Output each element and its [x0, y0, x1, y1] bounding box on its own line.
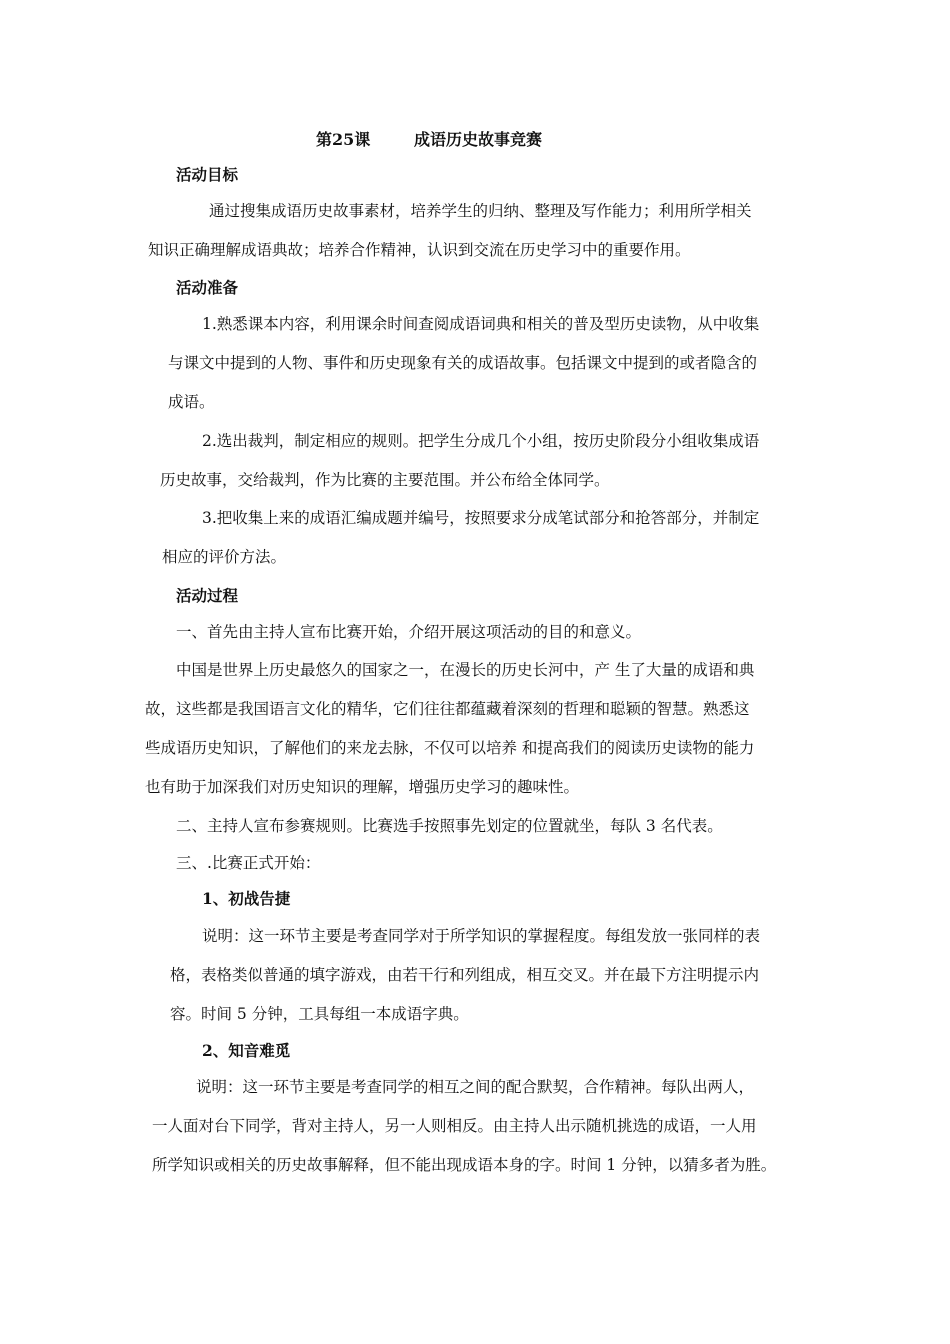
paragraph-line: 成语。: [168, 393, 215, 411]
paragraph-line: 一、首先由主持人宣布比赛开始，介绍开展这项活动的目的和意义。: [176, 623, 642, 641]
paragraph-line: 二、主持人宣布参赛规则。比赛选手按照事先划定的位置就坐，每队 3 名代表。: [176, 817, 723, 835]
paragraph-line: 3.把收集上来的成语汇编成题并编号，按照要求分成笔试部分和抢答部分，并制定: [202, 509, 760, 527]
round2-heading: 2、知音难觅: [202, 1041, 291, 1060]
paragraph-line: 说明：这一环节主要是考查同学的相互之间的配合默契，合作精神。每队出两人，: [196, 1078, 755, 1096]
paragraph-line: 与课文中提到的人物、事件和历史现象有关的成语故事。包括课文中提到的或者隐含的: [168, 354, 758, 372]
lesson-number: 第25课: [316, 130, 371, 149]
paragraph-line: 说明：这一环节主要是考查同学对于所学知识的掌握程度。每组发放一张同样的表: [202, 927, 761, 945]
round1-heading: 1、初战告捷: [202, 889, 291, 908]
paragraph-line: 历史故事，交给裁判，作为比赛的主要范围。并公布给全体同学。: [160, 471, 610, 489]
paragraph-line: 也有助于加深我们对历史知识的理解，增强历史学习的趣味性。: [145, 778, 580, 796]
paragraph-line: 相应的评价方法。: [162, 548, 287, 566]
paragraph-line: 一人面对台下同学，背对主持人，另一人则相反。由主持人出示随机挑选的成语，一人用: [152, 1117, 757, 1135]
paragraph-line: 通过搜集成语历史故事素材，培养学生的归纳、整理及写作能力；利用所学相关: [209, 202, 752, 220]
paragraph-line: 1.熟悉课本内容，利用课余时间查阅成语词典和相关的普及型历史读物，从中收集: [202, 315, 760, 333]
paragraph-line: 故，这些都是我国语言文化的精华，它们往往都蕴藏着深刻的哲理和聪颖的智慧。熟悉这: [145, 700, 750, 718]
paragraph-line: 知识正确理解成语典故；培养合作精神，认识到交流在历史学习中的重要作用。: [148, 241, 691, 259]
process-heading: 活动过程: [176, 586, 239, 605]
paragraph-line: 格，表格类似普通的填字游戏，由若干行和列组成，相互交叉。并在最下方注明提示内: [170, 966, 760, 984]
page-title: 成语历史故事竞赛: [414, 130, 543, 149]
paragraph-line: 所学知识或相关的历史故事解释，但不能出现成语本身的字。时间 1 分钟，以猜多者为胜。: [152, 1156, 777, 1174]
prep-heading: 活动准备: [176, 278, 239, 297]
paragraph-line: 三、.比赛正式开始：: [176, 854, 321, 872]
goal-heading: 活动目标: [176, 165, 239, 184]
paragraph-line: 容。时间 5 分钟，工具每组一本成语字典。: [170, 1005, 469, 1023]
paragraph-line: 中国是世界上历史最悠久的国家之一，在漫长的历史长河中，产 生了大量的成语和典: [176, 661, 755, 679]
paragraph-line: 些成语历史知识，了解他们的来龙去脉，不仅可以培养 和提高我们的阅读历史读物的能力: [145, 739, 755, 757]
paragraph-line: 2.选出裁判，制定相应的规则。把学生分成几个小组，按历史阶段分小组收集成语: [202, 432, 760, 450]
